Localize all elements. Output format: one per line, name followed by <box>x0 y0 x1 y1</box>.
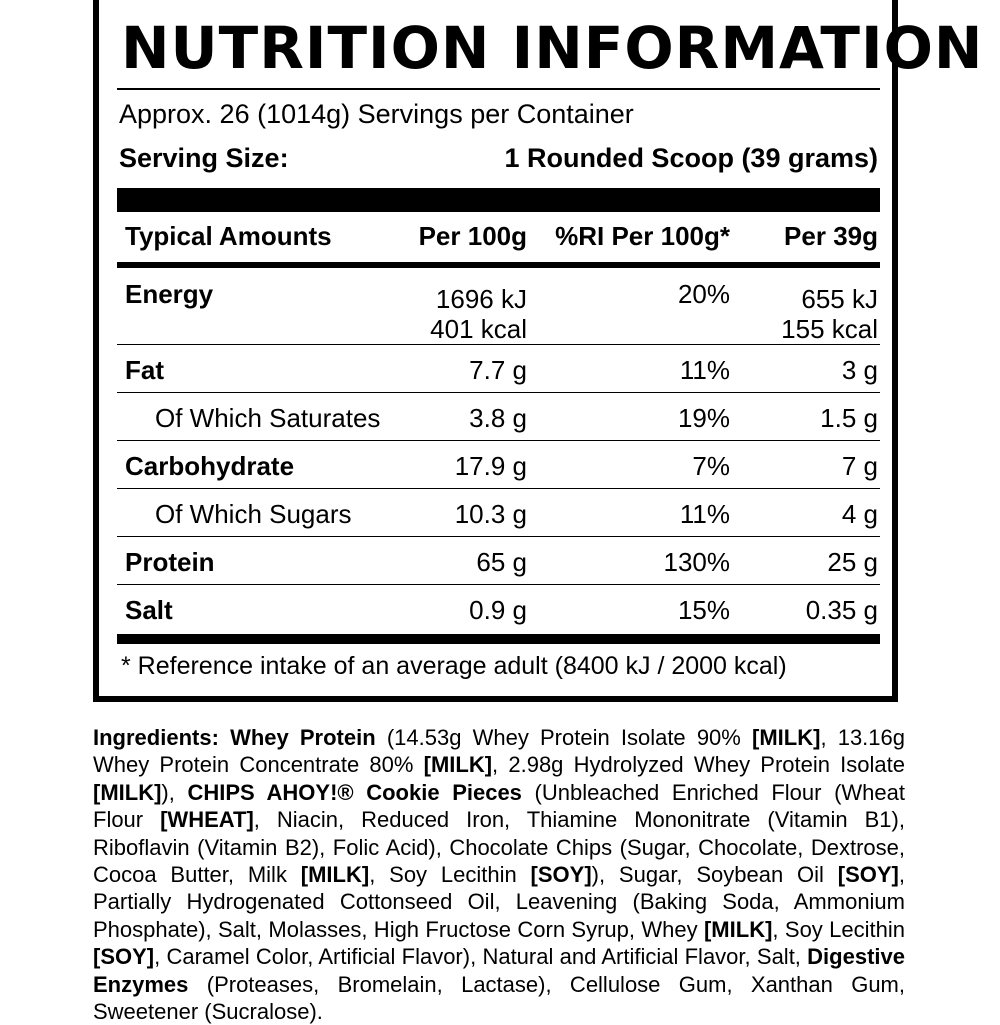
serving-size-label: Serving Size: <box>119 143 289 173</box>
row-per100: 65 g <box>476 547 527 577</box>
row-divider <box>117 536 880 537</box>
allergen: [MILK] <box>93 779 162 805</box>
table-row-saturates <box>117 394 880 442</box>
row-divider <box>117 584 880 585</box>
table-row-salt <box>117 586 880 634</box>
ingredient-text: , Soy Lecithin <box>772 916 905 942</box>
allergen: [MILK] <box>752 725 821 750</box>
row-per39: 3 g <box>841 355 878 385</box>
allergen: [SOY] <box>837 862 899 888</box>
ingredient-group: CHIPS AHOY!® Cookie Pieces <box>187 779 522 805</box>
row-per100: 10.3 g <box>454 499 527 529</box>
header-bar <box>117 188 880 212</box>
title-divider <box>117 88 880 90</box>
row-label: Salt <box>125 595 173 625</box>
row-ri: 11% <box>679 355 730 385</box>
row-per100: 0.9 g <box>469 595 527 625</box>
ingredients-label: Ingredients: <box>93 725 219 750</box>
row-label: Of Which Saturates <box>155 403 381 433</box>
table-row-carbohydrate <box>117 442 880 490</box>
ingredient-text: , 13.16g Whey Protein Concentrate 80% <box>93 725 905 778</box>
row-label: Protein <box>125 547 215 577</box>
allergen: [MILK] <box>423 752 493 778</box>
row-ri: 130% <box>663 547 730 577</box>
reference-intake-footnote: * Reference intake of an average adult (8400 kJ / 2000 kcal) <box>121 652 787 680</box>
row-ri: 7% <box>692 451 730 481</box>
column-header-typical: Typical Amounts <box>125 221 332 251</box>
row-ri: 15% <box>677 595 730 625</box>
ingredient-text: , 2.98g Hydrolyzed Whey Protein Isolate <box>492 752 906 778</box>
row-per100: 7.7 g <box>469 355 527 385</box>
row-per39: 7 g <box>841 451 878 481</box>
row-per39: 1.5 g <box>820 403 878 433</box>
ingredient-text: (Unbleached Enriched Flour (Wheat Flour <box>93 779 905 833</box>
row-per100-kj: 1696 kJ <box>435 284 527 314</box>
table-end-bar <box>117 634 880 644</box>
ingredient-group: Digestive Enzymes <box>93 944 905 997</box>
row-ri: 19% <box>677 403 730 433</box>
row-ri: 11% <box>679 499 730 529</box>
header-divider <box>117 262 880 268</box>
row-divider <box>117 392 880 393</box>
table-row-energy <box>117 270 880 342</box>
row-per39-kj: 655 kJ <box>801 284 878 314</box>
row-label: Energy <box>125 279 214 309</box>
allergen: [SOY] <box>93 944 155 970</box>
ingredient-text: , Soy Lecithin <box>369 862 531 888</box>
table-row-sugars <box>117 490 880 538</box>
ingredient-text: , Partially Hydrogenated Cottonseed Oil, Leavening (Baking Soda, Ammonium Phosphate), Salt, Molasses, High Fructose Corn Syrup, Whey <box>93 862 906 942</box>
ingredient-text: , Niacin, Reduced Iron, Thiamine Mononitrate (Vitamin B1), Riboflavin (Vitamin B2), Folic Acid), Chocolate Chips (Sugar, Chocolate, Dextrose, Cocoa Butter, Milk <box>93 807 905 888</box>
table-row-fat <box>117 346 880 394</box>
row-label: Fat <box>125 355 164 385</box>
serving-size-row <box>119 140 878 176</box>
row-per100-kcal: 401 kcal <box>430 314 527 344</box>
row-per100: 17.9 g <box>454 451 527 481</box>
panel-title: NUTRITION INFORMATION <box>121 14 984 82</box>
row-divider <box>117 488 880 489</box>
row-per39 <box>781 284 878 344</box>
row-ri: 20% <box>677 279 730 309</box>
ingredient-text: ), Sugar, Soybean Oil <box>591 862 838 888</box>
serving-size-value: 1 Rounded Scoop (39 grams) <box>504 143 878 173</box>
table-row-protein <box>117 538 880 586</box>
ingredient-group: Whey Protein <box>230 725 376 750</box>
column-header-per39: Per 39g <box>784 221 878 251</box>
allergen: [MILK] <box>300 862 370 888</box>
allergen: [WHEAT] <box>160 807 254 833</box>
allergen: [SOY] <box>530 862 592 888</box>
row-label: Of Which Sugars <box>155 499 352 529</box>
row-per39: 4 g <box>841 499 878 529</box>
column-header-row <box>117 212 880 260</box>
column-header-per100: Per 100g <box>418 221 527 251</box>
nutrition-panel <box>93 0 984 702</box>
ingredient-text: (Proteases, Bromelain, Lactase), Cellulose Gum, Xanthan Gum, Sweetener (Sucralose). <box>93 971 905 1025</box>
ingredients-text <box>93 724 905 1025</box>
row-label: Carbohydrate <box>125 451 295 481</box>
column-header-ri: %RI Per 100g* <box>555 221 730 251</box>
row-per39: 25 g <box>827 547 878 577</box>
row-divider <box>117 344 880 345</box>
row-per100 <box>430 284 527 344</box>
row-per100: 3.8 g <box>469 403 527 433</box>
row-divider <box>117 440 880 441</box>
ingredient-text: , Caramel Color, Artificial Flavor), Natural and Artificial Flavor, Salt, <box>154 944 808 970</box>
allergen: [MILK] <box>703 916 773 942</box>
servings-per-container: Approx. 26 (1014g) Servings per Container <box>119 99 634 129</box>
ingredient-text: ), <box>161 779 188 805</box>
ingredient-text: (14.53g Whey Protein Isolate 90% <box>375 725 753 750</box>
row-per39: 0.35 g <box>805 595 878 625</box>
row-per39-kcal: 155 kcal <box>781 314 878 344</box>
